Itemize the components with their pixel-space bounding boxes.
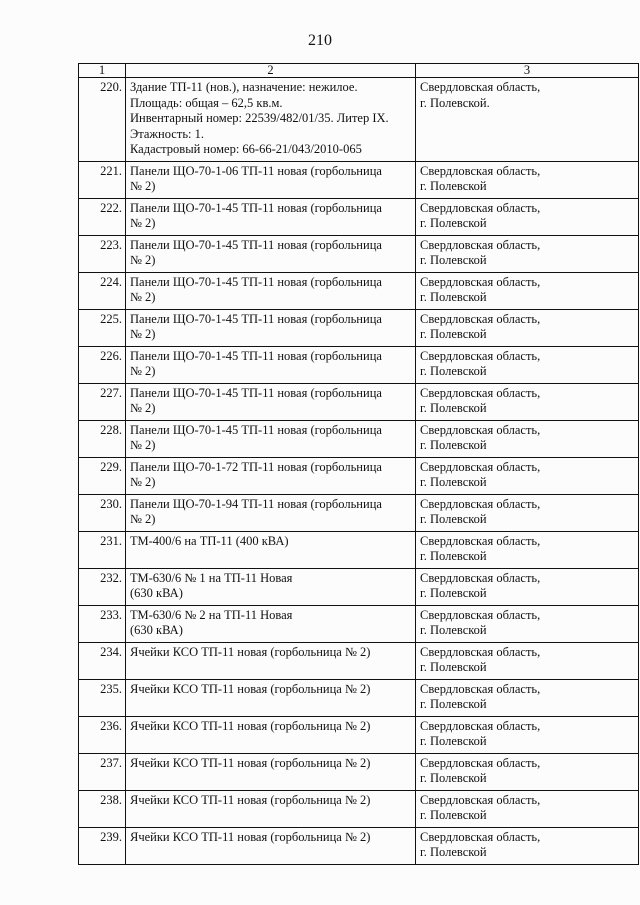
table-row [79,272,639,309]
location-line: г. Полевской [420,660,487,674]
object-name-line: ТМ-630/6 № 2 на ТП-11 Новая [130,607,293,622]
location-line: Свердловская область, [420,718,541,733]
table-row [79,420,639,457]
object-name-line: Этажность: 1. [130,126,204,141]
page-number: 210 [308,32,332,49]
location-line: г. Полевской [420,475,487,489]
object-name-cell [126,642,416,679]
row-number: 236. [79,716,126,753]
object-name-line: Здание ТП-11 (нов.), назначение: нежилое. [130,80,358,94]
row-number: 229. [79,457,126,494]
object-name-line: Ячейки КСО ТП-11 новая (горбольница № 2) [130,718,371,733]
location-cell [416,753,639,790]
object-name-line: Панели ЩО-70-1-45 ТП-11 новая (горбольница [130,385,382,400]
row-number: 224. [79,272,126,309]
object-name-cell [126,420,416,457]
object-name-line: ТМ-400/6 на ТП-11 (400 кВА) [130,533,289,548]
object-name-line: Инвентарный номер: 22539/482/01/35. Литер IX. [130,111,389,125]
location-line: Свердловская область, [420,459,541,474]
table-row [79,716,639,753]
row-number: 222. [79,198,126,235]
location-line: г. Полевской [420,401,487,415]
table-row [79,78,639,162]
location-cell [416,531,639,568]
location-cell [416,383,639,420]
object-name-line: Ячейки КСО ТП-11 новая (горбольница № 2) [130,644,371,659]
location-cell [416,309,639,346]
row-number: 223. [79,235,126,272]
row-number: 238. [79,790,126,827]
row-number: 232. [79,568,126,605]
row-number: 225. [79,309,126,346]
location-cell [416,494,639,531]
object-name-line: Панели ЩО-70-1-94 ТП-11 новая (горбольница [130,496,382,511]
location-cell [416,78,639,162]
column-header-location: 3 [416,64,639,78]
object-name-line: (630 кВА) [130,586,183,600]
object-name-line: Панели ЩО-70-1-45 ТП-11 новая (горбольница [130,274,382,289]
row-number: 226. [79,346,126,383]
row-number: 221. [79,161,126,198]
location-cell [416,161,639,198]
location-line: г. Полевской [420,623,487,637]
location-line: Свердловская область, [420,570,541,585]
object-name-cell [126,457,416,494]
location-line: Свердловская область, [420,80,541,94]
location-line: Свердловская область, [420,274,541,289]
location-line: Свердловская область, [420,311,541,326]
object-name-line: Панели ЩО-70-1-45 ТП-11 новая (горбольница [130,422,382,437]
object-name-cell [126,383,416,420]
table-row [79,309,639,346]
location-line: г. Полевской [420,734,487,748]
location-cell [416,790,639,827]
object-name-line: ТМ-630/6 № 1 на ТП-11 Новая [130,570,293,585]
location-cell [416,642,639,679]
object-name-line: № 2) [130,216,156,230]
location-line: г. Полевской [420,179,487,193]
table-row [79,605,639,642]
object-name-line: № 2) [130,290,156,304]
object-name-cell [126,790,416,827]
table-row [79,161,639,198]
object-name-cell [126,568,416,605]
location-line: Свердловская область, [420,496,541,511]
object-name-cell [126,346,416,383]
location-line: г. Полевской [420,216,487,230]
location-line: г. Полевской [420,808,487,822]
location-line: Свердловская область, [420,385,541,400]
location-line: г. Полевской [420,290,487,304]
row-number: 234. [79,642,126,679]
object-name-line: Площадь: общая – 62,5 кв.м. [130,95,283,110]
location-line: Свердловская область, [420,792,541,807]
location-line: Свердловская область, [420,237,541,252]
location-cell [416,272,639,309]
object-name-cell [126,78,416,162]
table-row [79,568,639,605]
object-name-cell [126,605,416,642]
location-cell [416,420,639,457]
location-line: Свердловская область, [420,348,541,363]
object-name-cell [126,531,416,568]
object-name-line: № 2) [130,475,156,489]
table-row [79,198,639,235]
row-number: 237. [79,753,126,790]
table-row [79,753,639,790]
location-line: г. Полевской [420,586,487,600]
object-name-line: № 2) [130,327,156,341]
location-line: Свердловская область, [420,829,541,844]
row-number: 235. [79,679,126,716]
location-line: Свердловская область, [420,533,541,548]
object-name-cell [126,679,416,716]
object-name-cell [126,494,416,531]
column-header-name: 2 [126,64,416,78]
object-name-line: № 2) [130,364,156,378]
object-name-line: Панели ЩО-70-1-45 ТП-11 новая (горбольница [130,200,382,215]
object-name-line: Ячейки КСО ТП-11 новая (горбольница № 2) [130,792,371,807]
location-line: г. Полевской [420,327,487,341]
row-number: 228. [79,420,126,457]
location-cell [416,679,639,716]
object-name-line: № 2) [130,512,156,526]
row-number: 239. [79,827,126,864]
object-name-cell [126,272,416,309]
table-body [79,78,639,865]
location-cell [416,346,639,383]
location-line: Свердловская область, [420,163,541,178]
object-name-cell [126,309,416,346]
table-row [79,346,639,383]
object-name-line: (630 кВА) [130,623,183,637]
object-name-line: № 2) [130,253,156,267]
location-cell [416,457,639,494]
row-number: 227. [79,383,126,420]
object-name-line: № 2) [130,401,156,415]
object-name-line: Ячейки КСО ТП-11 новая (горбольница № 2) [130,829,371,844]
location-cell [416,716,639,753]
table-row [79,383,639,420]
row-number: 233. [79,605,126,642]
row-number: 231. [79,531,126,568]
table-row [79,679,639,716]
object-name-line: Панели ЩО-70-1-45 ТП-11 новая (горбольница [130,348,382,363]
property-table [78,63,639,865]
table-row [79,531,639,568]
object-name-line: № 2) [130,438,156,452]
location-line: г. Полевской [420,549,487,563]
location-line: Свердловская область, [420,644,541,659]
table-row [79,827,639,864]
location-cell [416,235,639,272]
location-line: Свердловская область, [420,755,541,770]
object-name-line: Панели ЩО-70-1-06 ТП-11 новая (горбольница [130,163,382,178]
table-header [79,64,639,78]
location-cell [416,568,639,605]
table-row [79,235,639,272]
location-line: Свердловская область, [420,607,541,622]
location-line: г. Полевской [420,512,487,526]
location-line: г. Полевской [420,438,487,452]
object-name-line: Панели ЩО-70-1-72 ТП-11 новая (горбольница [130,459,382,474]
object-name-line: Кадастровый номер: 66-66-21/043/2010-065 [130,142,362,156]
location-cell [416,827,639,864]
location-line: Свердловская область, [420,200,541,215]
table-row [79,790,639,827]
location-line: г. Полевской [420,845,487,859]
object-name-cell [126,827,416,864]
object-name-cell [126,235,416,272]
object-name-line: Панели ЩО-70-1-45 ТП-11 новая (горбольница [130,311,382,326]
object-name-cell [126,716,416,753]
row-number: 220. [79,78,126,162]
location-cell [416,198,639,235]
location-cell [416,605,639,642]
column-header-number: 1 [79,64,126,78]
table-row [79,494,639,531]
location-line: г. Полевской [420,253,487,267]
table-row [79,642,639,679]
row-number: 230. [79,494,126,531]
object-name-line: Ячейки КСО ТП-11 новая (горбольница № 2) [130,681,371,696]
object-name-cell [126,198,416,235]
object-name-line: Панели ЩО-70-1-45 ТП-11 новая (горбольница [130,237,382,252]
object-name-cell [126,161,416,198]
location-line: Свердловская область, [420,422,541,437]
location-line: г. Полевской [420,697,487,711]
location-line: Свердловская область, [420,681,541,696]
object-name-line: № 2) [130,179,156,193]
location-line: г. Полевской. [420,95,490,110]
table-row [79,457,639,494]
object-name-line: Ячейки КСО ТП-11 новая (горбольница № 2) [130,755,371,770]
location-line: г. Полевской [420,364,487,378]
object-name-cell [126,753,416,790]
location-line: г. Полевской [420,771,487,785]
